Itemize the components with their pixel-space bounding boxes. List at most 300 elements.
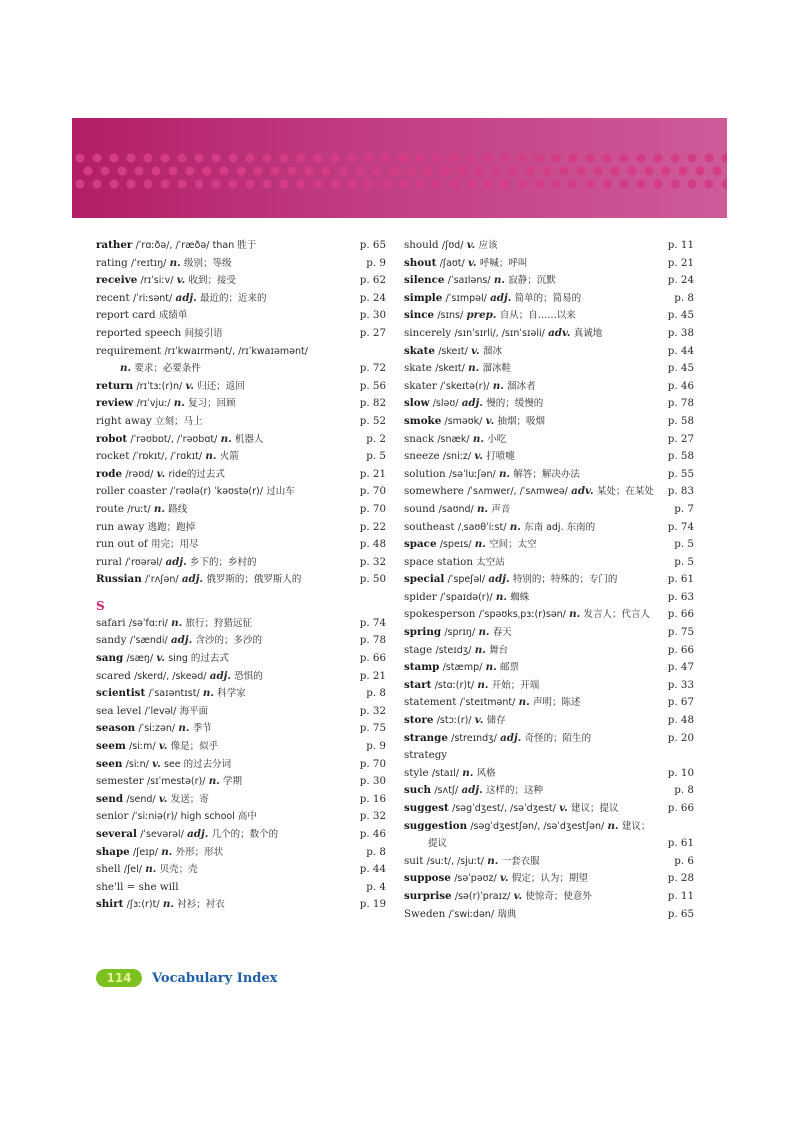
pronunciation: /səˈfɑːri/ (128, 617, 168, 629)
headword: somewhere (404, 485, 464, 498)
pronunciation: /skeɪt/ (438, 345, 468, 357)
banner-dot (671, 180, 680, 189)
page-reference: p. 30 (359, 309, 386, 322)
headword: rode (96, 467, 123, 480)
headword: suggest (404, 802, 449, 814)
banner-dot (297, 180, 306, 189)
headword: solution (404, 467, 446, 480)
banner-dot (501, 180, 510, 189)
part-of-speech: v. (158, 740, 168, 753)
part-of-speech: adj. (171, 634, 193, 647)
entry-text (96, 483, 295, 501)
pronunciation: /ˈrɑːðə/, /ˈræðə/ (135, 240, 210, 251)
entry-text (96, 720, 212, 738)
pronunciation: /staɪl/ (431, 767, 459, 779)
entry-text (96, 668, 263, 686)
definition: 发送；寄 (170, 793, 209, 805)
definition: 用完；用尽 (151, 539, 199, 551)
definition: than 胜于 (212, 240, 257, 251)
pronunciation: /ˈsevərəl/ (140, 829, 184, 840)
pronunciation: /sməʊk/ (444, 415, 483, 427)
entry-text (404, 448, 515, 466)
vocab-entry (404, 730, 694, 748)
part-of-speech: adj. (165, 555, 187, 568)
headword: rocket (96, 450, 130, 463)
page-reference: p. 66 (359, 652, 386, 665)
banner-dot (101, 167, 110, 176)
vocab-entry (96, 756, 386, 774)
banner-dot (314, 154, 323, 163)
page-number-badge: 114 (96, 969, 142, 987)
vocab-entry (404, 519, 694, 537)
entry-text (96, 448, 239, 466)
banner-dot (288, 167, 297, 176)
banner-dot (552, 180, 561, 189)
definition: 使惊奇；使意外 (525, 890, 592, 902)
banner-dot (696, 167, 705, 176)
page-reference: p. 27 (359, 326, 386, 339)
banner-dot (560, 167, 569, 176)
definition: 奇怪的；陌生的 (524, 732, 592, 744)
headword: receive (96, 274, 138, 287)
vocab-entry (96, 571, 386, 589)
pronunciation: /snæk/ (437, 433, 470, 445)
headword: reported speech (96, 326, 182, 339)
headword: suit (404, 854, 424, 867)
banner-dot (543, 167, 552, 176)
vocab-entry (96, 703, 386, 721)
vocab-entry (96, 668, 386, 686)
vocab-entry (96, 519, 386, 537)
page-reference: p. 70 (359, 485, 386, 498)
pronunciation: /ˈriːsənt/ (132, 292, 173, 304)
vocab-entry (96, 808, 386, 826)
headword: skater (404, 379, 437, 392)
pronunciation: /speɪs/ (439, 539, 472, 551)
page-reference: p. 82 (359, 397, 386, 410)
pronunciation: /send/ (126, 793, 156, 805)
definition: 溜冰鞋 (482, 363, 511, 375)
pronunciation: /stɑː(r)t/ (434, 679, 475, 691)
entry-text (404, 501, 510, 519)
page-reference: p. 61 (667, 837, 694, 850)
pronunciation: /ˈrɒkɪt/, /ˈrɑkɪt/ (132, 451, 203, 463)
part-of-speech: n. (208, 775, 220, 788)
entry-text (404, 325, 602, 343)
definition: 像是；似乎 (170, 741, 219, 753)
pronunciation: /steɪdʒ/ (435, 644, 472, 656)
pronunciation: /sniːz/ (442, 451, 472, 463)
vocab-entry (96, 720, 386, 738)
pronunciation: /ˈskeɪtə(r)/ (440, 380, 490, 392)
banner-dot (501, 154, 510, 163)
page-reference: p. 44 (359, 863, 386, 876)
page-reference: p. 44 (667, 344, 694, 357)
definition: 火箭 (219, 451, 239, 463)
entry-text (96, 571, 301, 589)
banner-dot (237, 167, 246, 176)
page-reference: p. 55 (667, 467, 694, 480)
headword: space (404, 538, 437, 551)
headword: skate (404, 362, 432, 375)
definition: 发言人；代言人 (583, 609, 651, 621)
banner-dot (594, 167, 603, 176)
banner-dot (280, 154, 289, 163)
page-reference: p. 9 (366, 740, 386, 753)
part-of-speech: v. (467, 256, 477, 269)
entry-text (404, 255, 527, 273)
pronunciation: /ʃaʊt/ (439, 257, 465, 269)
vocab-entry (96, 237, 386, 255)
definition: 应该 (478, 240, 498, 251)
headword: strategy (404, 749, 448, 762)
vocab-entry (404, 237, 694, 255)
banner-dot (382, 180, 391, 189)
banner-dot (654, 154, 663, 163)
definition: 级别；等级 (184, 257, 232, 269)
banner-dot (365, 154, 374, 163)
entry-text (96, 896, 225, 914)
part-of-speech: n. (162, 898, 174, 911)
vocab-entry (404, 413, 694, 431)
banner-dot (424, 167, 433, 176)
banner-dot (509, 167, 518, 176)
pronunciation: /ˈrəʊlə(r) ˈkəʊstə(r)/ (169, 486, 263, 498)
headword: space station (404, 555, 473, 568)
pronunciation: /ˈlevəl/ (144, 705, 177, 717)
banner-dot (161, 180, 170, 189)
headword: spokesperson (404, 608, 476, 621)
headword: send (96, 792, 124, 805)
part-of-speech: v. (513, 889, 523, 902)
entry-text (96, 844, 223, 862)
vocab-entry (96, 360, 386, 378)
entry-text (96, 773, 242, 791)
vocab-entry (96, 879, 386, 897)
definition: 解答；解决办法 (513, 468, 580, 480)
pronunciation: /ruːt/ (127, 503, 151, 515)
banner-dot (552, 154, 561, 163)
headword: she'll = she will (96, 880, 179, 893)
banner-dot (178, 180, 187, 189)
vocab-entry (404, 554, 694, 572)
entry-text (96, 554, 257, 572)
vocab-entry (96, 431, 386, 449)
definition: 真诚地 (573, 327, 603, 339)
banner-dot (110, 180, 119, 189)
page-reference: p. 33 (667, 678, 694, 691)
headword: Russian (96, 573, 142, 586)
vocab-entry (404, 431, 694, 449)
banner-dot (603, 180, 612, 189)
part-of-speech: v. (466, 239, 476, 251)
headword: rural (96, 555, 122, 568)
definition: 溜冰 (482, 345, 502, 357)
headword: start (404, 678, 432, 691)
vocab-entry (404, 747, 694, 765)
pronunciation: /sə(r)ˈpraɪz/ (454, 890, 511, 902)
entry-text (404, 730, 591, 748)
pronunciation: /ʃʊd/ (441, 240, 464, 251)
pronunciation: /skeɪt/ (435, 363, 465, 375)
section-letter: S (96, 598, 105, 613)
entry-text (404, 378, 536, 396)
part-of-speech: n. (220, 432, 232, 445)
part-of-speech: n. (472, 432, 484, 445)
part-of-speech: n. (120, 362, 132, 375)
banner-dot (203, 167, 212, 176)
pronunciation: /rɪˈvjuː/ (136, 398, 171, 410)
headword: shape (96, 845, 130, 858)
banner-dot (195, 180, 204, 189)
definition: 成绩单 (158, 310, 188, 322)
definition: 路线 (168, 503, 188, 515)
banner-dot (535, 180, 544, 189)
definition: 这样的；这种 (485, 785, 543, 797)
part-of-speech: n. (607, 819, 619, 832)
page-reference: p. 8 (674, 291, 694, 304)
pronunciation: /ˈspəʊksˌpɜː(r)sən/ (478, 609, 566, 621)
entry-text (404, 554, 505, 572)
banner-dot (450, 154, 459, 163)
entry-text (96, 378, 245, 396)
page-reference: p. 30 (359, 775, 386, 788)
headword: shirt (96, 898, 124, 911)
banner-dot (526, 167, 535, 176)
definition: 寂静；沉默 (508, 275, 556, 287)
page-reference: p. 74 (359, 616, 386, 629)
part-of-speech: prep. (466, 309, 497, 322)
banner-dot (246, 154, 255, 163)
banner-dot (620, 154, 629, 163)
part-of-speech: n. (169, 256, 181, 269)
vocab-entry (404, 870, 694, 888)
vocab-entry (96, 272, 386, 290)
pronunciation: /ˈreɪtɪŋ/ (131, 257, 167, 269)
banner-dot (441, 167, 450, 176)
page-reference: p. 11 (667, 889, 694, 902)
entry-text (404, 782, 543, 800)
definition: 外形；形状 (175, 846, 224, 858)
part-of-speech: n. (474, 643, 486, 656)
part-of-speech: n. (493, 274, 505, 287)
banner-dot (586, 180, 595, 189)
entry-text (96, 519, 195, 537)
vocab-entry (96, 896, 386, 914)
definition: 乡下的；乡村的 (189, 556, 257, 568)
pronunciation: /səgˈdʒest/, /səˈdʒest/ (452, 803, 556, 814)
pronunciation: /streɪndʒ/ (451, 732, 497, 744)
entry-text (404, 360, 511, 378)
vocab-entry (96, 307, 386, 325)
banner-dot (246, 180, 255, 189)
part-of-speech: v. (156, 467, 166, 480)
banner-dot (484, 154, 493, 163)
vocab-entry (96, 685, 386, 703)
definition: 假定；认为；期望 (511, 873, 588, 885)
entry-text (404, 290, 581, 308)
banner-dot (348, 180, 357, 189)
pronunciation: /rəʊd/ (125, 468, 154, 480)
definition: 舞台 (489, 644, 509, 656)
definition: 收到；接受 (188, 275, 237, 287)
entry-text (96, 237, 256, 255)
definition: 抽烟；吸烟 (497, 415, 545, 427)
entry-text (404, 642, 508, 660)
vocabulary-column-left (96, 237, 386, 914)
headword: skate (404, 344, 435, 357)
banner-dot (144, 154, 153, 163)
page-reference: p. 21 (667, 256, 694, 269)
entry-text (404, 519, 595, 537)
vocab-entry (404, 765, 694, 783)
banner-dot (348, 154, 357, 163)
banner-dot (229, 154, 238, 163)
headword: Sweden (404, 907, 446, 920)
entry-text (96, 879, 179, 897)
vocab-entry (404, 571, 694, 589)
banner-dot (467, 180, 476, 189)
entry-text (96, 360, 201, 378)
banner-dot (382, 154, 391, 163)
definition: 建议；提议 (570, 803, 619, 814)
definition: 归还；返回 (197, 380, 245, 392)
page-reference: p. 48 (667, 714, 694, 727)
entry-text (96, 413, 203, 431)
part-of-speech: n. (518, 696, 530, 709)
banner-dot (611, 167, 620, 176)
entry-text (96, 615, 252, 633)
banner-dot (637, 180, 646, 189)
definition: 衬衫；衬衣 (177, 899, 225, 911)
banner-dot (93, 154, 102, 163)
entry-text (404, 818, 650, 836)
pronunciation: /stɔː(r)/ (436, 715, 472, 727)
vocab-entry (404, 307, 694, 325)
entry-text (404, 395, 543, 413)
vocab-entry (404, 642, 694, 660)
vocab-entry (96, 466, 386, 484)
page-reference: p. 72 (359, 362, 386, 375)
page-reference: p. 8 (366, 687, 386, 700)
page-reference: p. 7 (674, 502, 694, 515)
entry-text (96, 650, 229, 668)
pronunciation: /səˈpəʊz/ (454, 873, 497, 885)
headword: suggestion (404, 819, 468, 832)
entry-text (404, 483, 654, 501)
pronunciation: /sɪns/ (437, 310, 464, 322)
banner-dot (679, 167, 688, 176)
entry-text (404, 888, 592, 906)
vocab-entry (96, 554, 386, 572)
entry-text (96, 738, 218, 756)
banner-dot (263, 180, 272, 189)
page-reference: p. 21 (359, 669, 386, 682)
entry-text (96, 536, 199, 554)
part-of-speech: v. (158, 792, 168, 805)
part-of-speech: v. (485, 414, 495, 427)
vocab-entry (404, 659, 694, 677)
page-reference: p. 16 (359, 792, 386, 805)
part-of-speech: n. (205, 450, 217, 463)
pronunciation: /sɪˈmestə(r)/ (146, 776, 206, 788)
definition: 呼喊；呼叫 (479, 257, 528, 269)
entry-text (404, 677, 539, 695)
banner-dot (416, 180, 425, 189)
part-of-speech: n. (474, 538, 486, 551)
entry-text (404, 536, 537, 554)
vocab-entry (404, 694, 694, 712)
part-of-speech: adj. (461, 397, 483, 410)
definition: 间接引语 (184, 327, 223, 339)
banner-dot (518, 180, 527, 189)
vocab-entry (404, 255, 694, 273)
headword: sandy (96, 634, 127, 647)
definition: 溜冰者 (507, 380, 536, 392)
headword: sincerely (404, 326, 452, 339)
entry-text (404, 343, 502, 361)
headword: recent (96, 291, 130, 304)
banner-dot (314, 180, 323, 189)
definition: 简单的；简易的 (514, 292, 582, 304)
headword: senior (96, 810, 129, 823)
definition: 风格 (476, 767, 496, 779)
definition: 慢的；缓慢的 (486, 398, 544, 410)
definition: 某处；在某处 (596, 486, 654, 498)
banner-dot (399, 154, 408, 163)
page-reference: p. 38 (667, 326, 694, 339)
headword: surprise (404, 889, 452, 902)
definition: ride的过去式 (168, 468, 225, 480)
pronunciation: /sləʊ/ (432, 398, 459, 410)
banner-dot (212, 154, 221, 163)
entry-text (96, 685, 246, 703)
part-of-speech: adv. (548, 326, 571, 339)
part-of-speech: v. (176, 274, 186, 287)
pronunciation: /saʊnd/ (438, 503, 474, 515)
vocab-entry (404, 782, 694, 800)
banner-dot (152, 167, 161, 176)
entry-text (404, 624, 512, 642)
header-banner (72, 118, 727, 218)
banner-dot (722, 180, 728, 189)
part-of-speech: n. (468, 362, 480, 375)
pronunciation: /rɪˈtɜː(r)n/ (136, 380, 183, 392)
entry-text (96, 272, 236, 290)
banner-dot (671, 154, 680, 163)
vocab-entry (404, 818, 694, 836)
headword: shell (96, 863, 121, 876)
definition: 提议 (428, 838, 448, 850)
page-reference: p. 6 (674, 854, 694, 867)
page-reference: p. 19 (359, 898, 386, 911)
vocab-entry (96, 501, 386, 519)
headword: safari (96, 616, 126, 629)
definition: 几个的；数个的 (211, 829, 279, 840)
banner-dot (195, 154, 204, 163)
definition: sing 的过去式 (168, 653, 229, 665)
vocab-entry (404, 800, 694, 818)
definition: 要求；必要条件 (134, 363, 201, 375)
entry-text (96, 791, 209, 809)
banner-dot (416, 154, 425, 163)
vocab-entry (96, 483, 386, 501)
headword: seen (96, 757, 123, 770)
part-of-speech: n. (492, 379, 504, 392)
page-reference: p. 2 (366, 432, 386, 445)
vocab-entry (404, 888, 694, 906)
banner-dot (458, 167, 467, 176)
